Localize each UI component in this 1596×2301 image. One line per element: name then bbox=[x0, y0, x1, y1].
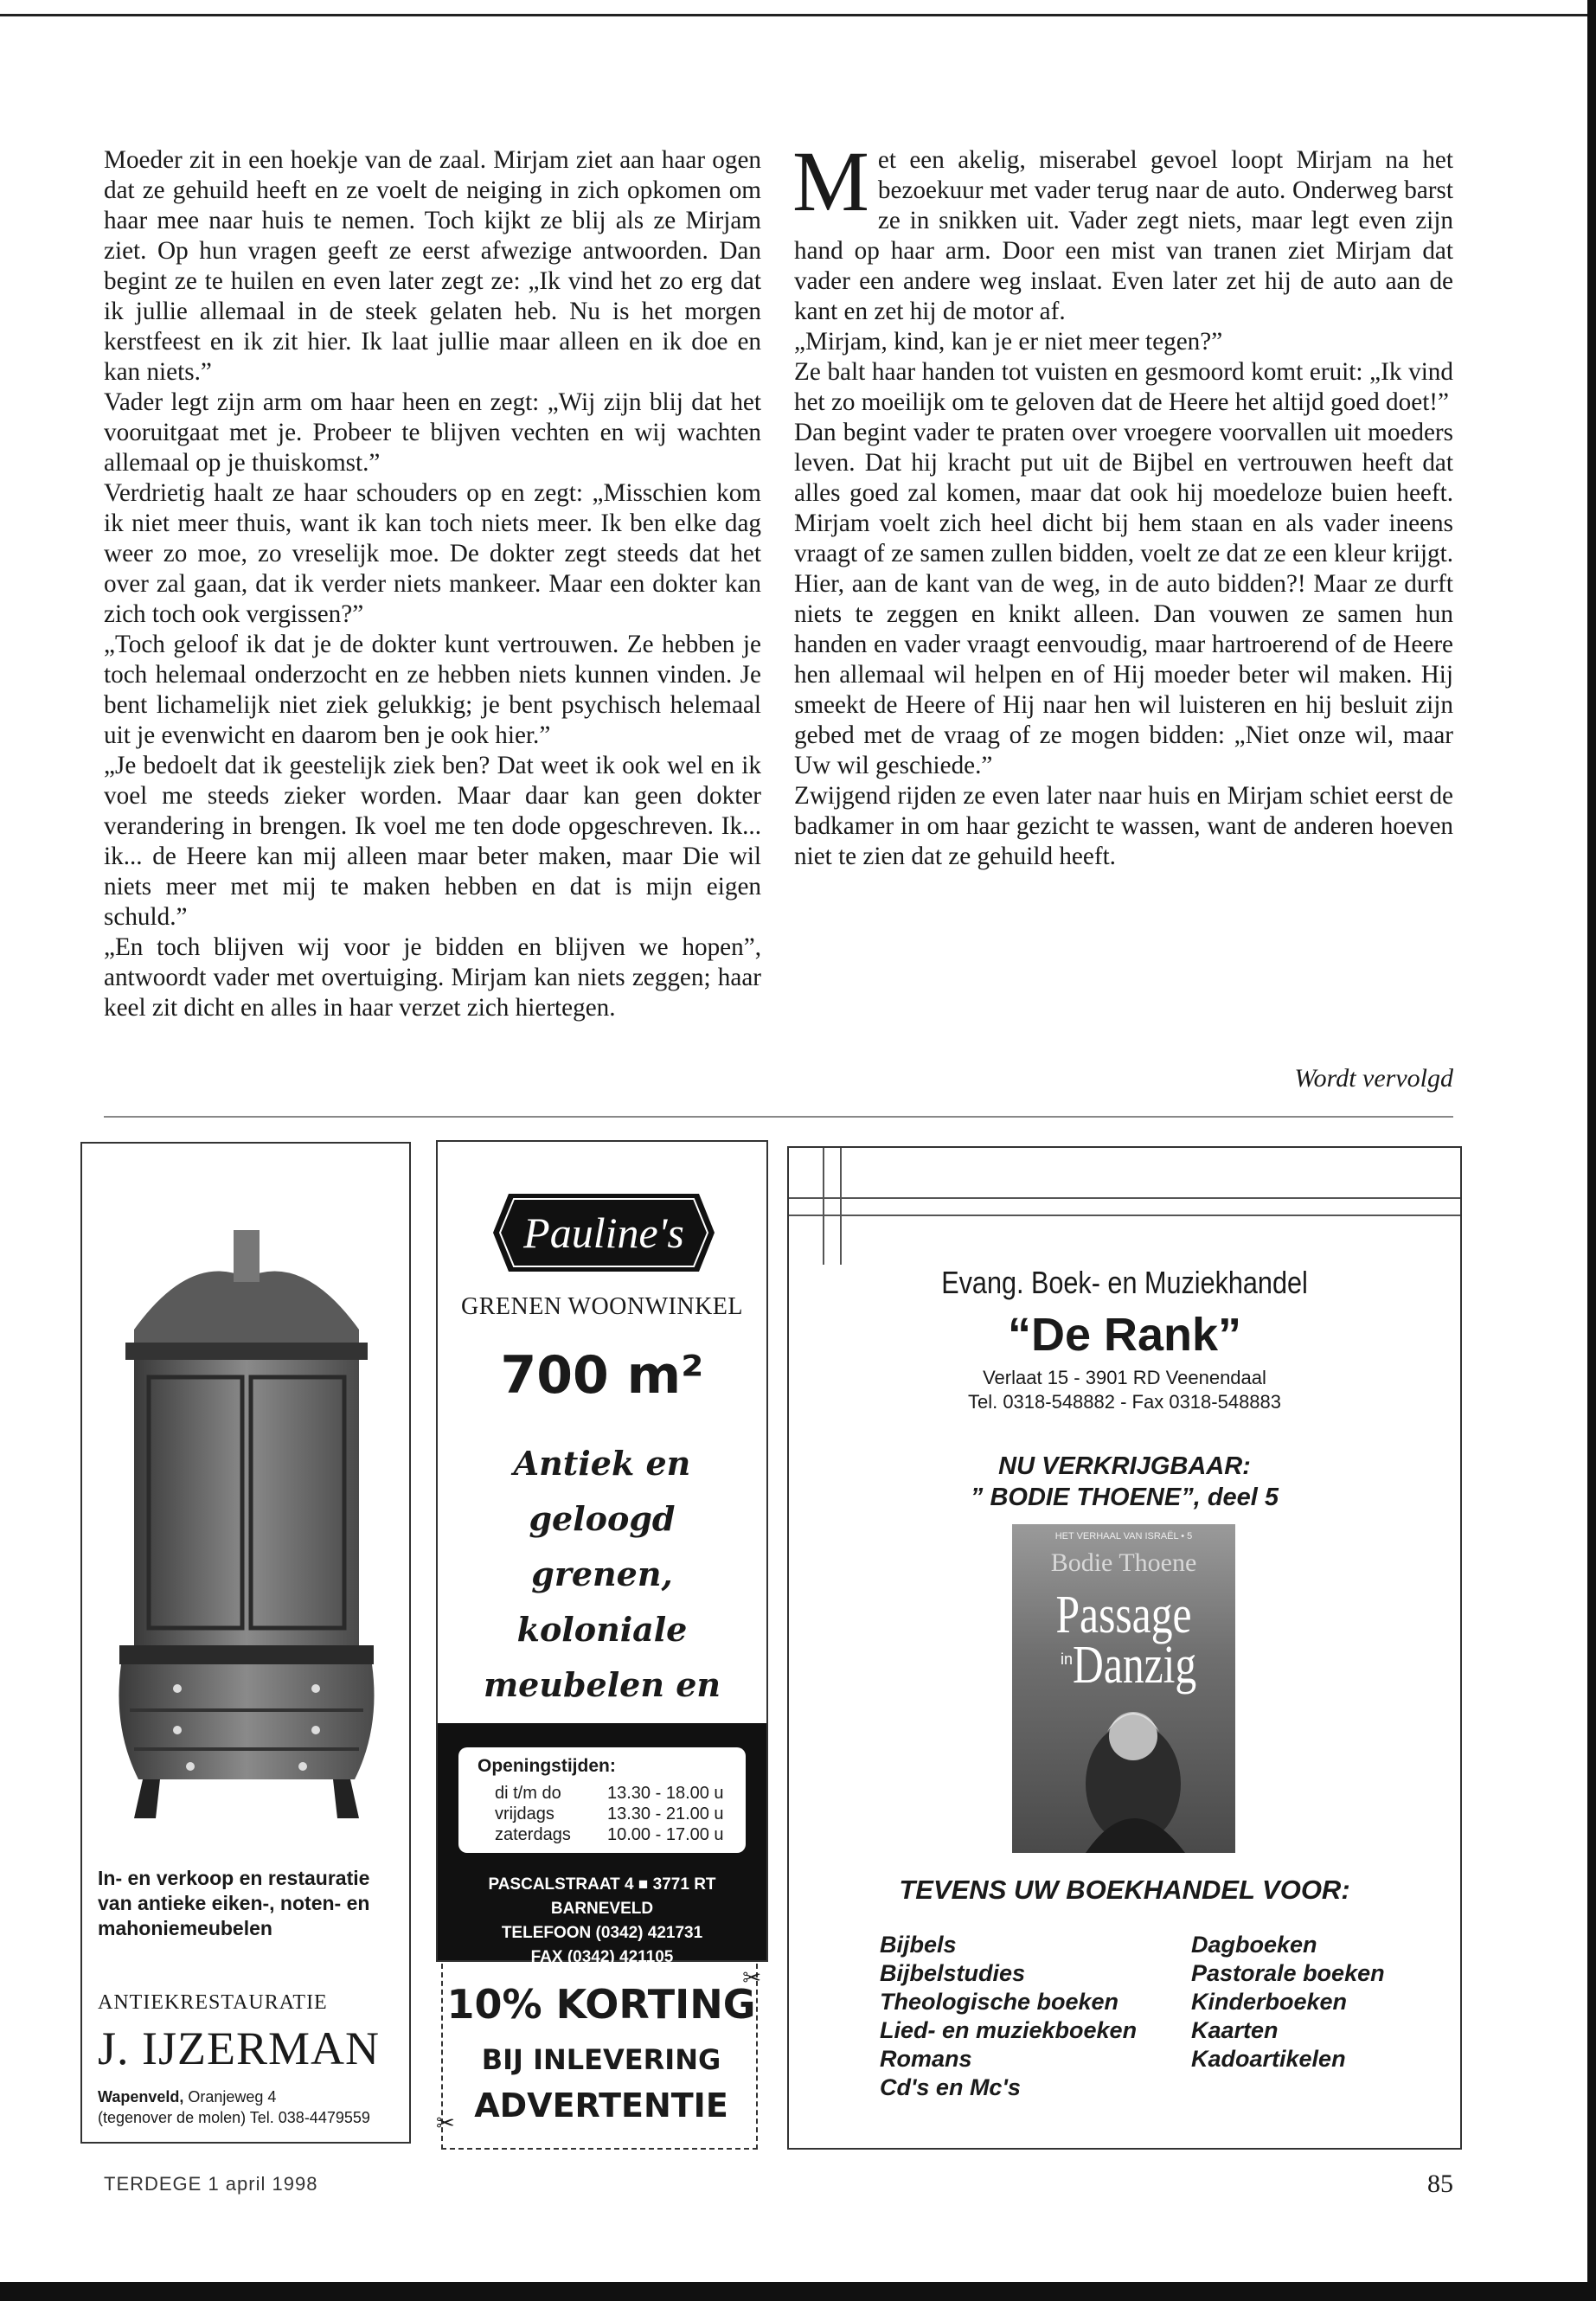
article-left-column bbox=[104, 145, 761, 1023]
ad-ijzerman bbox=[80, 1142, 411, 2144]
antique-cabinet-image bbox=[95, 1226, 398, 1823]
article-paragraph: Vader legt zijn arm om haar heen en zegt: „Wij zijn blij dat het vooruitgaat met je. Probeer te blijven vechten en wij wachten allemaal op je thuiskomst.” bbox=[104, 388, 761, 477]
address-line: FAX (0342) 421105 bbox=[530, 1948, 674, 1966]
article-paragraph-first bbox=[792, 133, 1453, 327]
category-item: Cd's en Mc's bbox=[880, 2074, 1021, 2100]
bottom-scan-edge bbox=[0, 2282, 1596, 2301]
shop-type: Evang. Boek- en Muziekhandel bbox=[941, 1265, 1308, 1300]
ad-address bbox=[98, 2086, 409, 2128]
category-item: Pastorale boeken bbox=[1191, 1960, 1385, 1986]
book-cover bbox=[1012, 1524, 1235, 1853]
tagline-line: koloniale bbox=[516, 1610, 688, 1649]
drop-cap: M bbox=[792, 133, 869, 229]
opening-hours-row bbox=[495, 1784, 724, 1804]
discount-coupon bbox=[436, 1964, 761, 2150]
category-item: Kaarten bbox=[1191, 2017, 1279, 2043]
article-paragraph: „Je bedoelt dat ik geestelijk ziek ben? Dat weet ik ook wel en ik voel me steeds zieker worden. Maar daar kan geen dokter verandering in brengen. Ik voel me ten dode opgeschreven. Ik... ik... de Heere kan mij alleen maar beter maken, maar Die wil niets meer met mij te maken hebben en dat is mijn eigen schuld.” bbox=[104, 752, 761, 931]
ad-address-note: (tegenover de molen) Tel. 038-4479559 bbox=[98, 2109, 370, 2126]
article-paragraph: „Toch geloof ik dat je de dokter kunt vertrouwen. Ze hebben je toch helemaal onderzocht en ze hebben niets kunnen vinden. Je bent lichamelijk niet ziek gelukkig; je bent psychisch helemaal uit je evenwicht en daarom ben je ook hier.” bbox=[104, 631, 761, 749]
decorative-lines bbox=[789, 1148, 1460, 1269]
ad-brand: ANTIEKRESTAURATIE bbox=[98, 1991, 328, 2014]
category-item: Lied- en muziekboeken bbox=[880, 2017, 1138, 2043]
ad-paulines bbox=[436, 1140, 768, 1966]
category-item: Bijbelstudies bbox=[880, 1960, 1026, 1986]
ad-de-rank bbox=[787, 1146, 1462, 2150]
category-item: Kinderboeken bbox=[1191, 1989, 1348, 2015]
ad-description: In- en verkoop en restauratie van antieke eiken-, noten- en mahoniemeubelen bbox=[98, 1867, 370, 1939]
article-paragraph: Dan begint vader te praten over vroegere voorvallen uit moeders leven. Dat hij kracht put uit de Bijbel en vertrouwen heeft dat alles goed zal komen, maar dat ook hij moedeloze buien heeft. Mirjam voelt zich heel dicht bij hem staan en als vader ineens vraagt of ze samen zullen bidden, voelt ze dat ze een kleur krijgt. Hier, aan de kant van de weg, in de auto bidden?! Maar ze durft niets te zeggen en knikt alleen. Dan vouwen ze samen hun handen en vader vraagt eenvoudig, maar hartroerend of de Heere hen allemaal wil helpen en of Hij moeder beter wil maken. Hij smeekt de Heere of Hij naar hen wil luisteren en hij besluit zijn gebed met de vraag of ze mogen bidden: „Niet onze wil, maar Uw wil geschiede.” bbox=[794, 419, 1453, 779]
tagline-line: meubelen en bbox=[483, 1665, 721, 1704]
publication-footer: TERDEGE 1 april 1998 bbox=[104, 2173, 318, 2195]
coupon-discount: 10% KORTING bbox=[446, 1981, 756, 2028]
book-title-2: Danzig bbox=[1073, 1636, 1197, 1695]
ad-address bbox=[438, 1873, 766, 1970]
article-paragraph: Zwijgend rijden ze even later naar huis en Mirjam schiet eerst de badkamer in om haar gezicht te wassen, want de anderen hoeven niet te zien dat ze gehuild heeft. bbox=[794, 782, 1453, 870]
article-paragraph: „En toch blijven wij voor je bidden en blijven we hopen”, antwoordt vader met overtuiging. Mirjam kan niets zeggen; haar keel zit dicht en alles in haar verzet zich hiertegen. bbox=[104, 933, 761, 1022]
opening-hours-box bbox=[458, 1747, 746, 1853]
category-item: Romans bbox=[880, 2046, 972, 2072]
article-paragraph: „Mirjam, kind, kan je er niet meer tegen?” bbox=[794, 328, 1223, 356]
category-item: Bijbels bbox=[880, 1932, 957, 1958]
paulines-logo-text: Pauline's bbox=[523, 1208, 684, 1257]
book-series: HET VERHAAL VAN ISRAËL • 5 bbox=[1054, 1531, 1193, 1541]
article-paragraph: Moeder zit in een hoekje van de zaal. Mirjam ziet aan haar ogen dat ze gehuild heeft en ze voelt de neiging in zich opkomen om haar mee naar huis te nemen. Toch kijkt ze blij als ze Mirjam ziet. Op hun vragen geeft ze eerst afwezige antwoorden. Dan begint ze te huilen en even later zegt ze: „Ik vind het zo erg dat ik jullie allemaal in de steek gelaten heb. Nu is het morgen kerstfeest en ik zit hier. Ik laat jullie maar alleen en ik doe en kan niets.” bbox=[104, 146, 761, 386]
right-scan-edge bbox=[1587, 0, 1596, 2301]
ad-address-street: Oranjeweg 4 bbox=[183, 2088, 277, 2106]
coupon-condition: ADVERTENTIE bbox=[474, 2086, 728, 2125]
address-line: TELEFOON (0342) 421731 bbox=[501, 1924, 703, 1942]
section-divider bbox=[104, 1116, 1453, 1118]
hours-time: 10.00 - 17.00 u bbox=[607, 1825, 724, 1844]
continued-note: Wordt vervolgd bbox=[1294, 1064, 1453, 1093]
phone-line: Tel. 0318-548882 - Fax 0318-548883 bbox=[967, 1391, 1282, 1413]
article-paragraph: Verdrietig haalt ze haar schouders op en zegt: „Misschien kom ik niet meer thuis, want ik kan toch niets meer. Ik ben elke dag weer zo moe, zo vreselijk moe. De dokter zegt steeds dat het over zal gaan, dat ik verder niets mankeer. Maar een dokter kan zich toch ook vergissen?” bbox=[104, 479, 761, 628]
book-title-in: in bbox=[1061, 1650, 1074, 1668]
ad-company-name: J. IJZERMAN bbox=[98, 2022, 381, 2074]
shop-address bbox=[789, 1366, 1460, 1414]
now-available-title: NU VERKRIJGBAAR: bbox=[998, 1452, 1251, 1480]
tagline-line: geloogd grenen, bbox=[529, 1499, 676, 1593]
hours-day: di t/m do bbox=[495, 1784, 561, 1803]
shop-name: “De Rank” bbox=[1007, 1309, 1242, 1361]
hours-day: zaterdags bbox=[495, 1825, 571, 1844]
opening-hours-title: Openingstijden: bbox=[478, 1756, 616, 1776]
article-first-text: et een akelig, miserabel gevoel loopt Mirjam na het bezoekuur met vader terug naar de auto. Onderweg barst ze in snikken uit. Vader zegt niets, maar legt even zijn hand op haar arm. Door een mist van tranen ziet Mirjam dat vader een andere weg inslaat. Even later zet hij de auto aan de kant en zet hij de motor af. bbox=[794, 146, 1453, 325]
scissors-icon: ✂ bbox=[742, 1965, 761, 1991]
book-title-1: Passage bbox=[1055, 1586, 1192, 1644]
category-item: Theologische boeken bbox=[880, 1989, 1119, 2015]
ad-subtitle: GRENEN WOONWINKEL bbox=[460, 1293, 744, 1320]
category-item: Kadoartikelen bbox=[1191, 2046, 1346, 2072]
coupon-condition: BIJ INLEVERING bbox=[481, 2043, 721, 2076]
hours-time: 13.30 - 21.00 u bbox=[607, 1804, 724, 1823]
article-paragraph: Ze balt haar handen tot vuisten en gesmoord komt eruit: „Ik vind het zo moeilijk om te geloven dat de Heere het altijd goed doet!” bbox=[794, 358, 1453, 416]
address-line: Verlaat 15 - 3901 RD Veenendaal bbox=[983, 1367, 1266, 1388]
opening-hours-row bbox=[495, 1825, 724, 1845]
ad-floor-size: 700 m² bbox=[500, 1345, 704, 1406]
opening-hours-row bbox=[495, 1804, 724, 1824]
book-author: Bodie Thoene bbox=[1050, 1548, 1197, 1577]
category-list-left bbox=[880, 1931, 1137, 2102]
now-available bbox=[789, 1451, 1460, 1513]
hours-day: vrijdags bbox=[495, 1804, 554, 1823]
scissors-icon: ✂ bbox=[436, 2111, 455, 2137]
ad-address-town: Wapenveld, bbox=[98, 2088, 184, 2106]
article-right-column bbox=[792, 133, 1453, 872]
category-item: Dagboeken bbox=[1191, 1932, 1317, 1958]
page-number: 85 bbox=[1427, 2170, 1453, 2198]
tagline-line: Antiek en bbox=[513, 1444, 691, 1483]
also-heading: TEVENS UW BOEKHANDEL VOOR: bbox=[899, 1875, 1350, 1905]
address-line: PASCALSTRAAT 4 ■ 3771 RT BARNEVELD bbox=[488, 1875, 716, 1918]
ad-tagline bbox=[455, 1436, 749, 1768]
top-border bbox=[0, 0, 1596, 16]
category-list-right bbox=[1191, 1931, 1385, 2073]
book-line: ” BODIE THOENE”, deel 5 bbox=[970, 1484, 1279, 1511]
hours-time: 13.30 - 18.00 u bbox=[607, 1784, 724, 1803]
